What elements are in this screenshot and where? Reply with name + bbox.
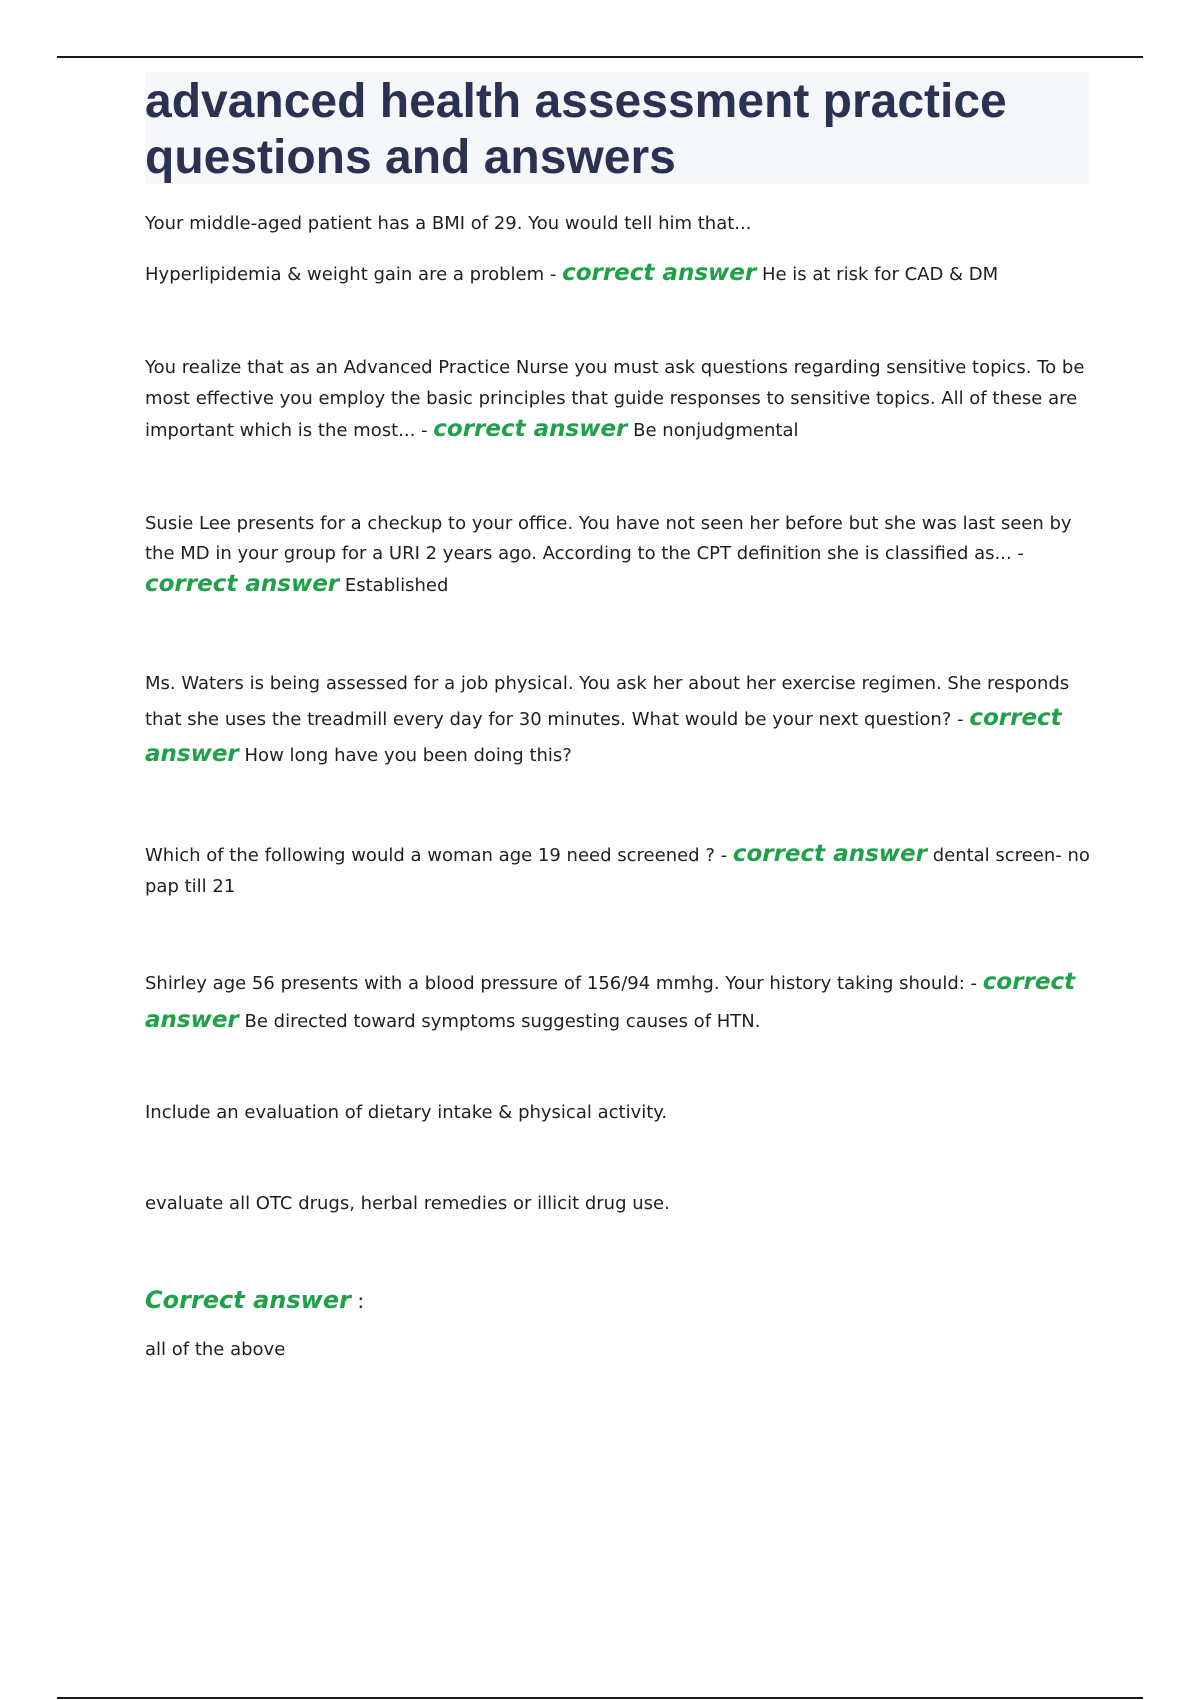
qa-item-6 [145,964,1090,1040]
answer-text: Be directed toward symptoms suggesting causes of HTN. [244,1011,761,1032]
qa-item-2 [145,352,1090,446]
answer-text: He is at risk for CAD & DM [761,264,999,285]
answer-line [145,964,1090,1040]
bottom-rule [57,1697,1143,1699]
answer-text: Be nonjudgmental [633,420,799,441]
final-answer-colon: : [350,1289,365,1313]
question-text: Your middle-aged patient has a BMI of 29. You would tell him that... [145,213,752,234]
final-answer-heading [145,1283,1090,1320]
option-otc-drugs [145,1190,1090,1218]
qa-item-1-answer [145,258,1090,290]
page-title: advanced health assessment practice questions and answers [145,75,1007,184]
correct-answer-label: correct answer [732,841,927,867]
answer-line [145,258,1090,290]
correct-answer-label: correct answer [145,705,1062,767]
question-stem: Hyperlipidemia & weight gain are a problem - [145,264,563,285]
correct-answer-label: correct answer [562,260,757,286]
option-text: evaluate all OTC drugs, herbal remedies or illicit drug use. [145,1193,670,1214]
question-text: Ms. Waters is being assessed for a job physical. You ask her about her exercise regimen. She responds that she uses the treadmill every day for 30 minutes. What would be your next question? - [145,673,1070,730]
correct-answer-label: correct answer [145,969,1076,1033]
qa-item-4 [145,666,1090,773]
qa-item-1 [145,209,1090,239]
top-rule [57,56,1143,58]
correct-answer-label: correct answer [145,571,340,597]
answer-text: How long have you been doing this? [244,745,572,766]
qa-item-5 [145,839,1090,902]
answer-text: dental screen- no pap till 21 [145,845,1090,897]
answer-line [145,509,1090,601]
option-text: Include an evaluation of dietary intake & physical activity. [145,1102,668,1123]
question-text: You realize that as an Advanced Practice Nurse you must ask questions regarding sensitive topics. To be most effective you employ the basic principles that guide responses to sensitive topics. All of these are important which is the most... - [145,357,1085,441]
final-answer [145,1336,1090,1364]
correct-answer-label: correct answer [433,416,628,442]
answer-text: Established [344,575,449,596]
question-text: Which of the following would a woman age 19 need screened ? - [145,845,733,866]
title-box [145,72,1090,184]
final-answer-label: Correct answer [145,1286,351,1314]
answer-line [145,839,1090,902]
answer-line [145,352,1090,446]
question-text: Susie Lee presents for a checkup to your office. You have not seen her before but she was last seen by the MD in your group for a URI 2 years ago. According to the CPT definition she is classified as... - [145,513,1072,564]
final-heading-line [145,1283,1090,1320]
document-body [145,72,1090,1360]
option-dietary [145,1099,1090,1127]
answer-line [145,666,1090,773]
qa-item-3 [145,509,1090,601]
final-answer-text: all of the above [145,1339,286,1360]
question-text: Shirley age 56 presents with a blood pressure of 156/94 mmhg. Your history taking should: - [145,973,983,994]
